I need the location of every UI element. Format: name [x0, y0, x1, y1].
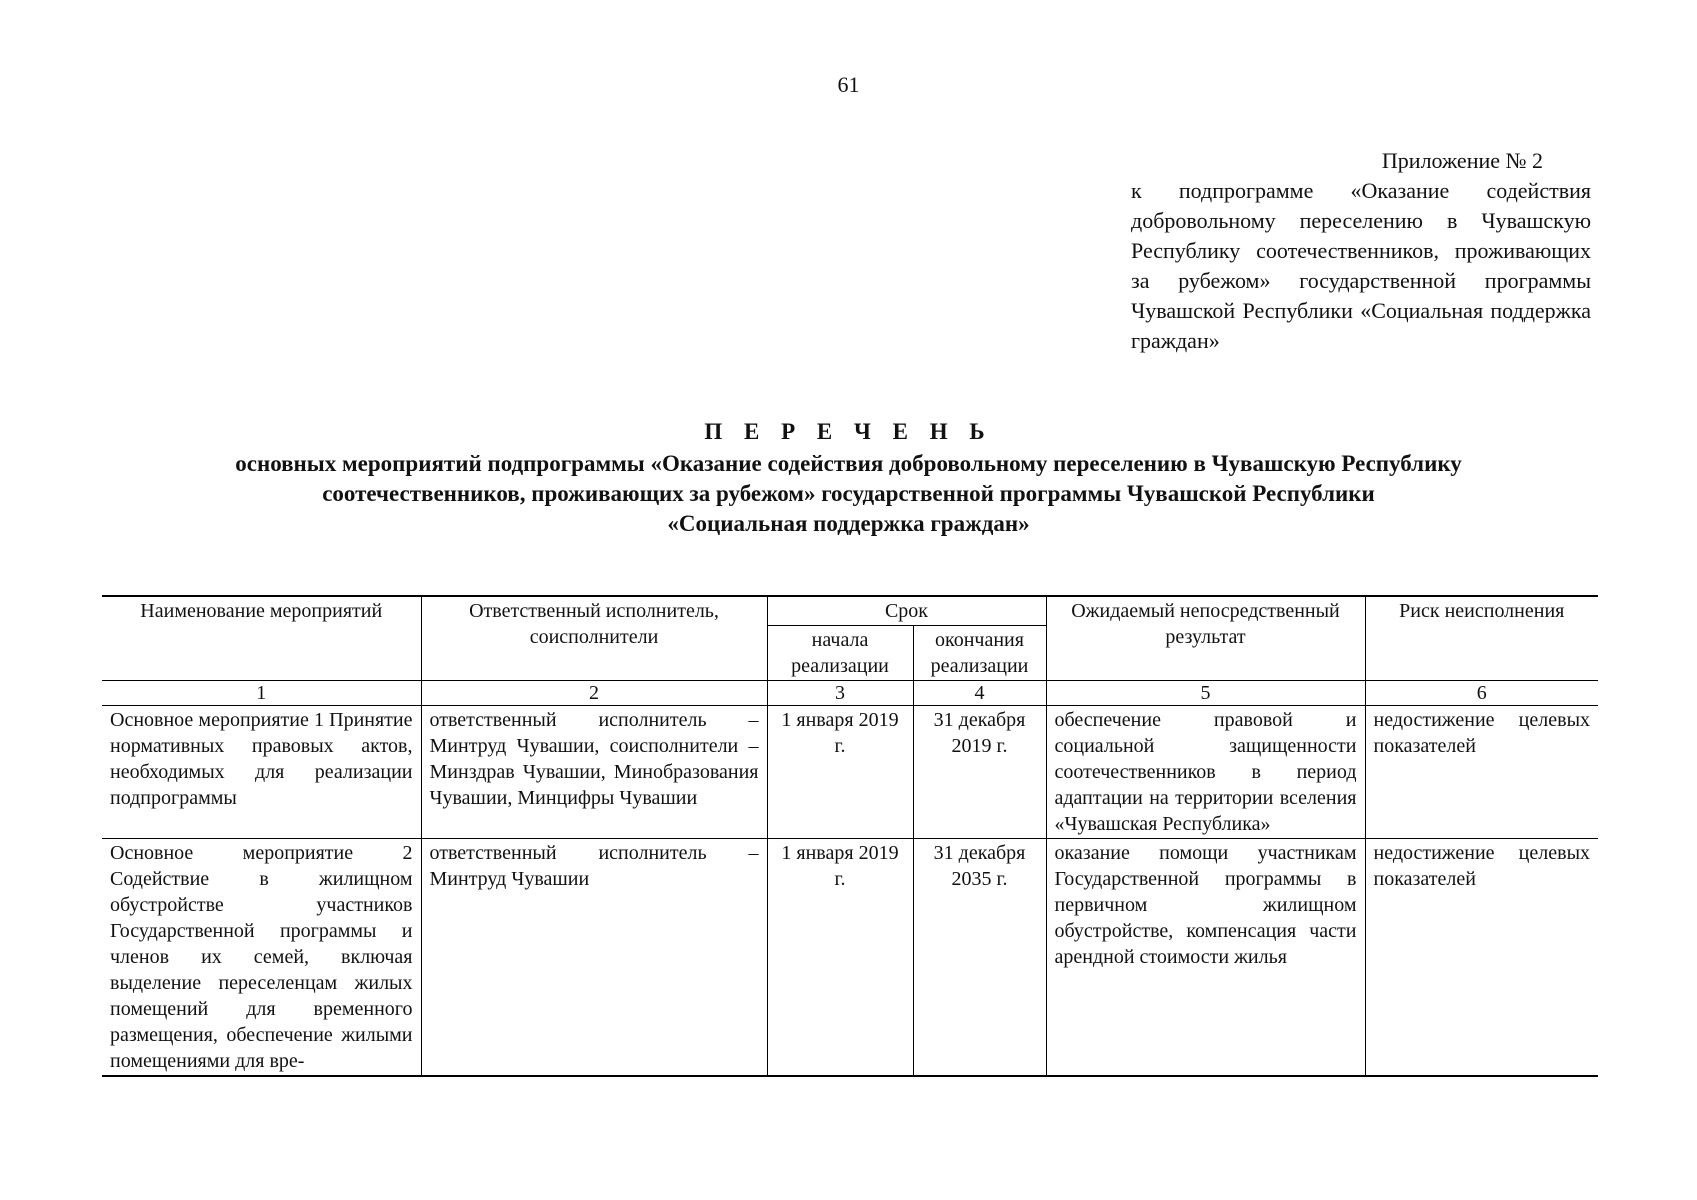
measure-executor: ответственный исполнитель – Минтруд Чувашии — [421, 839, 767, 1077]
measure-result: оказание помощи участникам Государственной программы в первичном жилищном обустройстве, компенсация части арендной стоимости жилья — [1046, 839, 1365, 1077]
document-heading — [0, 417, 1697, 539]
header-term: Срок — [767, 596, 1046, 626]
header-executor: Ответственный исполнитель, соисполнители — [421, 596, 767, 681]
heading-title: П Е Р Е Ч Е Н Ь — [704, 419, 993, 444]
heading-line-3: соотечественников, проживающих за рубежом» государственной программы Чувашской Республики — [322, 481, 1375, 506]
measure-start: 1 января 2019 г. — [767, 706, 913, 839]
column-number: 1 — [102, 681, 421, 706]
appendix-title: Приложение № 2 — [1381, 148, 1543, 173]
column-number: 3 — [767, 681, 913, 706]
measure-result: обеспечение правовой и социальной защищенности соотечественников в период адаптации на территории вселения «Чувашская Республика» — [1046, 706, 1365, 839]
header-risk: Риск неисполнения — [1365, 596, 1598, 681]
header-term-end: окончания реализации — [913, 626, 1046, 681]
measure-end: 31 декабря 2035 г. — [913, 839, 1046, 1077]
measure-end: 31 декабря 2019 г. — [913, 706, 1046, 839]
page-number: 61 — [837, 72, 860, 97]
measure-executor: ответственный исполнитель – Минтруд Чувашии, соисполнители – Минздрав Чувашии, Минобразования Чувашии, Минцифры Чувашии — [421, 706, 767, 839]
measure-name: Основное мероприятие 2 Содействие в жилищном обустройстве участников Государственной программы и членов их семей, включая выделение переселенцам жилых помещений для временного размещения, обеспечение жилыми помещениями для вре- — [102, 839, 421, 1077]
appendix-body: к подпрограмме «Оказание содействия добровольному переселению в Чувашскую Республику соотечественников, проживающих за рубежом» государственной программы Чувашской Республики «Социальная поддержка граждан» — [1131, 178, 1591, 353]
measures-table — [102, 595, 1598, 1077]
header-name: Наименование мероприятий — [102, 596, 421, 681]
column-number: 2 — [421, 681, 767, 706]
header-term-start: начала реализации — [767, 626, 913, 681]
table-row — [102, 706, 1598, 839]
measure-name: Основное мероприятие 1 Принятие нормативных правовых актов, необходимых для реализации подпрограммы — [102, 706, 421, 839]
column-number: 6 — [1365, 681, 1598, 706]
column-number: 5 — [1046, 681, 1365, 706]
column-number: 4 — [913, 681, 1046, 706]
appendix-block — [1131, 146, 1591, 356]
column-number-row — [102, 681, 1598, 706]
heading-line-4: «Социальная поддержка граждан» — [667, 511, 1030, 536]
heading-line-2: основных мероприятий подпрограммы «Оказание содействия добровольному переселению в Чувашскую Республику — [235, 451, 1462, 476]
measure-risk: недостижение целевых показателей — [1365, 839, 1598, 1077]
measure-start: 1 января 2019 г. — [767, 839, 913, 1077]
table-row — [102, 839, 1598, 1077]
header-result: Ожидаемый непосредственный результат — [1046, 596, 1365, 681]
measure-risk: недостижение целевых показателей — [1365, 706, 1598, 839]
